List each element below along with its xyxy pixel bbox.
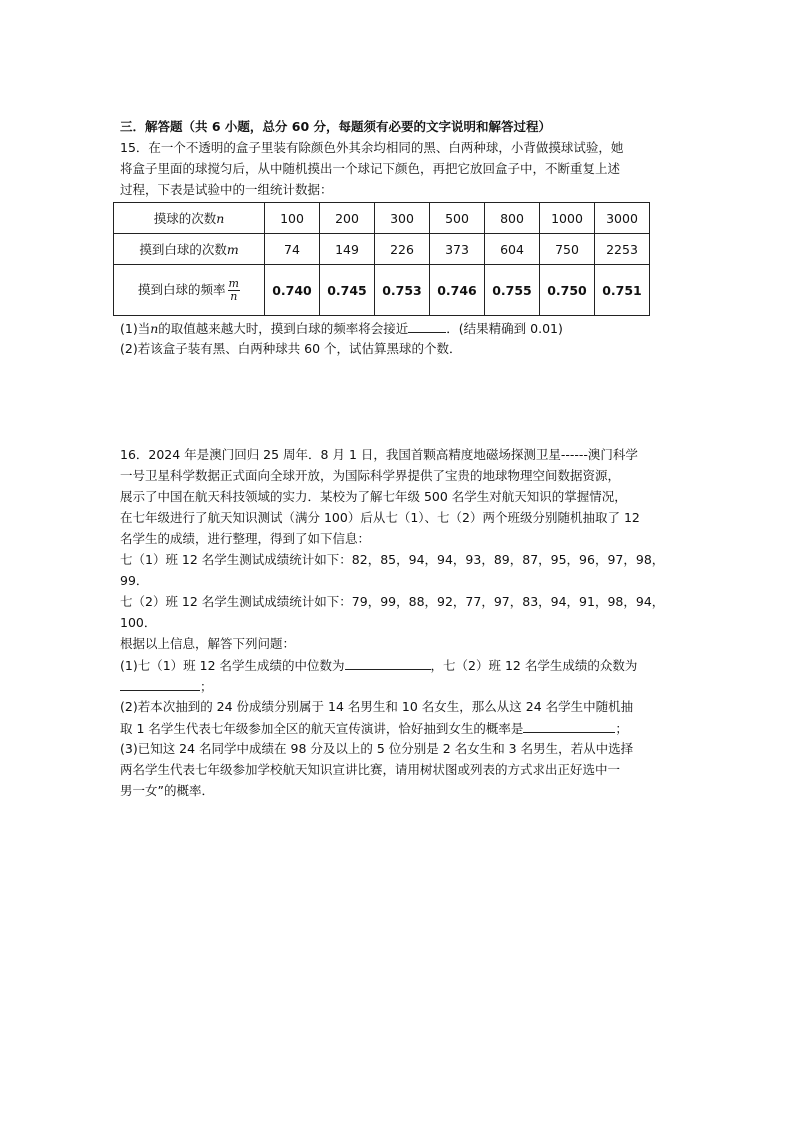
q16-class2-scores: 七（2）班 12 名学生测试成绩统计如下：79，99，88，92，77，97，83，94，91，98，94，	[120, 594, 665, 609]
section-heading: 三．解答题（共 6 小题，总分 60 分，每题须有必要的文字说明和解答过程）	[120, 119, 552, 134]
q15-part-1: (1)当n的取值越来越大时，摸到白球的频率将会接近 ．(结果精确到 0.01)	[120, 318, 563, 339]
q16-part-1: (1)七（1）班 12 名学生成绩的中位数为 ，七（2）班 12 名学生成绩的众数为	[120, 655, 637, 676]
q16-class1-scores-cont: 99．	[120, 573, 149, 588]
row-header-frequency: 摸到白球的频率 $\frac{m}{n}$	[114, 265, 265, 316]
q16-part-3-line-3: 男一女”的概率．	[120, 783, 214, 798]
cell-trials-5: 800	[485, 203, 540, 234]
answer-blank[interactable]	[345, 655, 431, 670]
row-header-white-count: 摸到白球的次数m	[114, 234, 265, 265]
answer-blank[interactable]	[523, 718, 615, 733]
cell-trials-4: 500	[430, 203, 485, 234]
cell-white-5: 604	[485, 234, 540, 265]
q16-part-2-line-2: 取 1 名学生代表七年级参加全区的航天宣传演讲，恰好抽到女生的概率是 ；	[120, 718, 628, 739]
q15-statistics-table	[113, 202, 650, 316]
cell-freq-4: 0.746	[430, 265, 485, 316]
q16-text-line-2: 一号卫星科学数据正式面向全球开放，为国际科学界提供了宝贵的地球物理空间数据资源，	[120, 468, 621, 483]
q16-class1-scores: 七（1）班 12 名学生测试成绩统计如下：82，85，94，94，93，89，87，95，96，97，98，	[120, 552, 665, 567]
cell-freq-3: 0.753	[375, 265, 430, 316]
frequency-fraction: $\frac{m}{n}$	[228, 276, 239, 303]
cell-trials-3: 300	[375, 203, 430, 234]
q16-text-line-5: 名学生的成绩，进行整理，得到了如下信息：	[120, 531, 371, 546]
q15-text-line-1: 15．在一个不透明的盒子里装有除颜色外其余均相同的黑、白两种球，小背做摸球试验，她	[120, 140, 624, 155]
answer-blank[interactable]	[408, 318, 446, 333]
q16-text-line-1: 16．2024 年是澳门回归 25 周年．8 月 1 日，我国首颗高精度地磁场探测卫星------澳门科学	[120, 447, 638, 462]
cell-freq-1: 0.740	[265, 265, 320, 316]
cell-freq-2: 0.745	[320, 265, 375, 316]
table-row-trials	[114, 203, 650, 234]
cell-white-1: 74	[265, 234, 320, 265]
q15-part-2: (2)若该盒子装有黑、白两种球共 60 个，试估算黑球的个数．	[120, 341, 462, 356]
cell-trials-7: 3000	[595, 203, 650, 234]
answer-blank[interactable]	[120, 676, 200, 691]
cell-white-6: 750	[540, 234, 595, 265]
q16-part-3-line-1: (3)已知这 24 名同学中成绩在 98 分及以上的 5 位分别是 2 名女生和 3 名男生，若从中选择	[120, 741, 634, 756]
q16-part-2-line-1: (2)若本次抽到的 24 份成绩分别属于 14 名男生和 10 名女生，那么从这 24 名学生中随机抽	[120, 699, 634, 714]
q15-text-line-2: 将盒子里面的球搅匀后，从中随机摸出一个球记下颜色，再把它放回盒子中，不断重复上述	[120, 161, 621, 176]
q16-text-line-3: 展示了中国在航天科技领域的实力．某校为了解七年级 500 名学生对航天知识的掌握情况，	[120, 489, 627, 504]
cell-white-3: 226	[375, 234, 430, 265]
cell-trials-2: 200	[320, 203, 375, 234]
q16-part-3-line-2: 两名学生代表七年级参加学校航天知识宣讲比赛，请用树状图或列表的方式求出正好选中一	[120, 762, 621, 777]
cell-trials-6: 1000	[540, 203, 595, 234]
table-row-frequency	[114, 265, 650, 316]
q16-text-line-4: 在七年级进行了航天知识测试（满分 100）后从七（1）、七（2）两个班级分别随机抽取了 12	[120, 510, 640, 525]
cell-white-2: 149	[320, 234, 375, 265]
q15-text-line-3: 过程，下表是试验中的一组统计数据：	[120, 182, 333, 197]
cell-freq-5: 0.755	[485, 265, 540, 316]
q16-part-1-cont: ；	[120, 676, 213, 697]
cell-white-4: 373	[430, 234, 485, 265]
row-header-trials: 摸球的次数n	[114, 203, 265, 234]
cell-trials-1: 100	[265, 203, 320, 234]
cell-freq-7: 0.751	[595, 265, 650, 316]
cell-white-7: 2253	[595, 234, 650, 265]
q16-instruction: 根据以上信息，解答下列问题：	[120, 636, 296, 651]
table-row-white-count	[114, 234, 650, 265]
cell-freq-6: 0.750	[540, 265, 595, 316]
q16-class2-scores-cont: 100．	[120, 615, 157, 630]
